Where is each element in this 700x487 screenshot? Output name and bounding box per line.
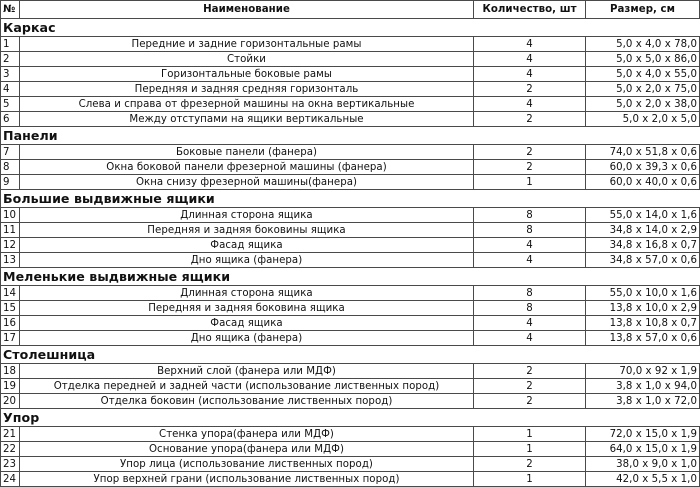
part-name: Стойки xyxy=(20,52,474,67)
row-number: 6 xyxy=(1,112,20,127)
header-row xyxy=(1,1,700,19)
table-row xyxy=(1,442,700,457)
section-header-row xyxy=(1,409,700,427)
part-quantity: 4 xyxy=(474,253,586,268)
table-row xyxy=(1,301,700,316)
part-size: 5,0 x 2,0 x 38,0 xyxy=(586,97,700,112)
part-size: 70,0 x 92 x 1,9 xyxy=(586,364,700,379)
part-quantity: 1 xyxy=(474,442,586,457)
part-quantity: 2 xyxy=(474,145,586,160)
part-size: 34,8 x 14,0 x 2,9 xyxy=(586,223,700,238)
table-row xyxy=(1,67,700,82)
part-quantity: 1 xyxy=(474,472,586,487)
row-number: 18 xyxy=(1,364,20,379)
table-row xyxy=(1,223,700,238)
part-quantity: 4 xyxy=(474,97,586,112)
part-name: Окна боковой панели фрезерной машины (фанера) xyxy=(20,160,474,175)
table-row xyxy=(1,37,700,52)
part-size: 74,0 x 51,8 x 0,6 xyxy=(586,145,700,160)
table-row xyxy=(1,145,700,160)
part-quantity: 4 xyxy=(474,52,586,67)
part-name: Фасад ящика xyxy=(20,316,474,331)
part-size: 5,0 x 4,0 x 78,0 xyxy=(586,37,700,52)
row-number: 8 xyxy=(1,160,20,175)
table-row xyxy=(1,97,700,112)
part-quantity: 1 xyxy=(474,427,586,442)
part-size: 5,0 x 2,0 x 5,0 xyxy=(586,112,700,127)
part-name: Длинная сторона ящика xyxy=(20,208,474,223)
row-number: 19 xyxy=(1,379,20,394)
part-size: 5,0 x 4,0 x 55,0 xyxy=(586,67,700,82)
part-name: Передняя и задняя боковины ящика xyxy=(20,223,474,238)
part-name: Верхний слой (фанера или МДФ) xyxy=(20,364,474,379)
part-quantity: 8 xyxy=(474,286,586,301)
row-number: 15 xyxy=(1,301,20,316)
row-number: 16 xyxy=(1,316,20,331)
table-row xyxy=(1,82,700,97)
part-size: 34,8 x 57,0 x 0,6 xyxy=(586,253,700,268)
row-number: 23 xyxy=(1,457,20,472)
section-header-row xyxy=(1,19,700,37)
row-number: 12 xyxy=(1,238,20,253)
section-title: Большие выдвижные ящики xyxy=(1,190,700,208)
row-number: 13 xyxy=(1,253,20,268)
part-quantity: 1 xyxy=(474,175,586,190)
column-header-number: № xyxy=(1,1,20,19)
part-quantity: 4 xyxy=(474,67,586,82)
column-header-quantity: Количество, шт xyxy=(474,1,586,19)
part-name: Дно ящика (фанера) xyxy=(20,331,474,346)
table-row xyxy=(1,208,700,223)
part-name: Передняя и задняя средняя горизонталь xyxy=(20,82,474,97)
part-quantity: 2 xyxy=(474,394,586,409)
section-title: Столешница xyxy=(1,346,700,364)
part-name: Основание упора(фанера или МДФ) xyxy=(20,442,474,457)
row-number: 11 xyxy=(1,223,20,238)
part-name: Боковые панели (фанера) xyxy=(20,145,474,160)
part-size: 3,8 x 1,0 x 72,0 xyxy=(586,394,700,409)
part-name: Отделка передней и задней части (использование лиственных пород) xyxy=(20,379,474,394)
row-number: 14 xyxy=(1,286,20,301)
column-header-size: Размер, см xyxy=(586,1,700,19)
table-body xyxy=(1,19,700,487)
table-row xyxy=(1,175,700,190)
part-size: 55,0 x 10,0 x 1,6 xyxy=(586,286,700,301)
table-row xyxy=(1,253,700,268)
part-quantity: 8 xyxy=(474,208,586,223)
part-size: 60,0 x 39,3 x 0,6 xyxy=(586,160,700,175)
row-number: 20 xyxy=(1,394,20,409)
row-number: 2 xyxy=(1,52,20,67)
part-name: Дно ящика (фанера) xyxy=(20,253,474,268)
row-number: 9 xyxy=(1,175,20,190)
part-size: 13,8 x 57,0 x 0,6 xyxy=(586,331,700,346)
table-row xyxy=(1,160,700,175)
part-name: Передняя и задняя боковина ящика xyxy=(20,301,474,316)
part-name: Упор лица (использование лиственных пород) xyxy=(20,457,474,472)
table-row xyxy=(1,457,700,472)
section-header-row xyxy=(1,268,700,286)
part-quantity: 2 xyxy=(474,82,586,97)
part-size: 38,0 x 9,0 x 1,0 xyxy=(586,457,700,472)
row-number: 17 xyxy=(1,331,20,346)
part-quantity: 2 xyxy=(474,364,586,379)
part-name: Горизонтальные боковые рамы xyxy=(20,67,474,82)
part-size: 72,0 x 15,0 x 1,9 xyxy=(586,427,700,442)
table-row xyxy=(1,286,700,301)
part-quantity: 4 xyxy=(474,37,586,52)
part-name: Передние и задние горизонтальные рамы xyxy=(20,37,474,52)
part-size: 42,0 x 5,5 x 1,0 xyxy=(586,472,700,487)
table-row xyxy=(1,52,700,67)
row-number: 4 xyxy=(1,82,20,97)
part-name: Слева и справа от фрезерной машины на окна вертикальные xyxy=(20,97,474,112)
row-number: 7 xyxy=(1,145,20,160)
row-number: 5 xyxy=(1,97,20,112)
table-row xyxy=(1,364,700,379)
table-row xyxy=(1,427,700,442)
part-quantity: 2 xyxy=(474,112,586,127)
table-row xyxy=(1,394,700,409)
table-row xyxy=(1,238,700,253)
part-name: Длинная сторона ящика xyxy=(20,286,474,301)
column-header-name: Наименование xyxy=(20,1,474,19)
section-header-row xyxy=(1,346,700,364)
part-name: Отделка боковин (использование лиственных пород) xyxy=(20,394,474,409)
part-size: 64,0 x 15,0 x 1,9 xyxy=(586,442,700,457)
part-name: Между отступами на ящики вертикальные xyxy=(20,112,474,127)
part-quantity: 2 xyxy=(474,379,586,394)
section-header-row xyxy=(1,127,700,145)
table-row xyxy=(1,112,700,127)
section-title: Меленькие выдвижные ящики xyxy=(1,268,700,286)
part-size: 13,8 x 10,0 x 2,9 xyxy=(586,301,700,316)
part-name: Стенка упора(фанера или МДФ) xyxy=(20,427,474,442)
part-name: Фасад ящика xyxy=(20,238,474,253)
table-row xyxy=(1,472,700,487)
part-size: 5,0 x 2,0 x 75,0 xyxy=(586,82,700,97)
part-quantity: 4 xyxy=(474,316,586,331)
table-row xyxy=(1,379,700,394)
part-name: Окна снизу фрезерной машины(фанера) xyxy=(20,175,474,190)
table-row xyxy=(1,331,700,346)
part-size: 60,0 x 40,0 x 0,6 xyxy=(586,175,700,190)
part-quantity: 2 xyxy=(474,457,586,472)
section-header-row xyxy=(1,190,700,208)
section-title: Панели xyxy=(1,127,700,145)
row-number: 10 xyxy=(1,208,20,223)
row-number: 3 xyxy=(1,67,20,82)
table-row xyxy=(1,316,700,331)
part-name: Упор верхней грани (использование лиственных пород) xyxy=(20,472,474,487)
row-number: 24 xyxy=(1,472,20,487)
part-quantity: 8 xyxy=(474,301,586,316)
section-title: Упор xyxy=(1,409,700,427)
part-size: 13,8 x 10,8 x 0,7 xyxy=(586,316,700,331)
part-size: 34,8 x 16,8 x 0,7 xyxy=(586,238,700,253)
part-size: 3,8 x 1,0 x 94,0 xyxy=(586,379,700,394)
part-quantity: 4 xyxy=(474,238,586,253)
row-number: 1 xyxy=(1,37,20,52)
part-quantity: 2 xyxy=(474,160,586,175)
section-title: Каркас xyxy=(1,19,700,37)
part-quantity: 4 xyxy=(474,331,586,346)
part-size: 5,0 x 5,0 x 86,0 xyxy=(586,52,700,67)
row-number: 22 xyxy=(1,442,20,457)
row-number: 21 xyxy=(1,427,20,442)
part-quantity: 8 xyxy=(474,223,586,238)
part-size: 55,0 x 14,0 x 1,6 xyxy=(586,208,700,223)
